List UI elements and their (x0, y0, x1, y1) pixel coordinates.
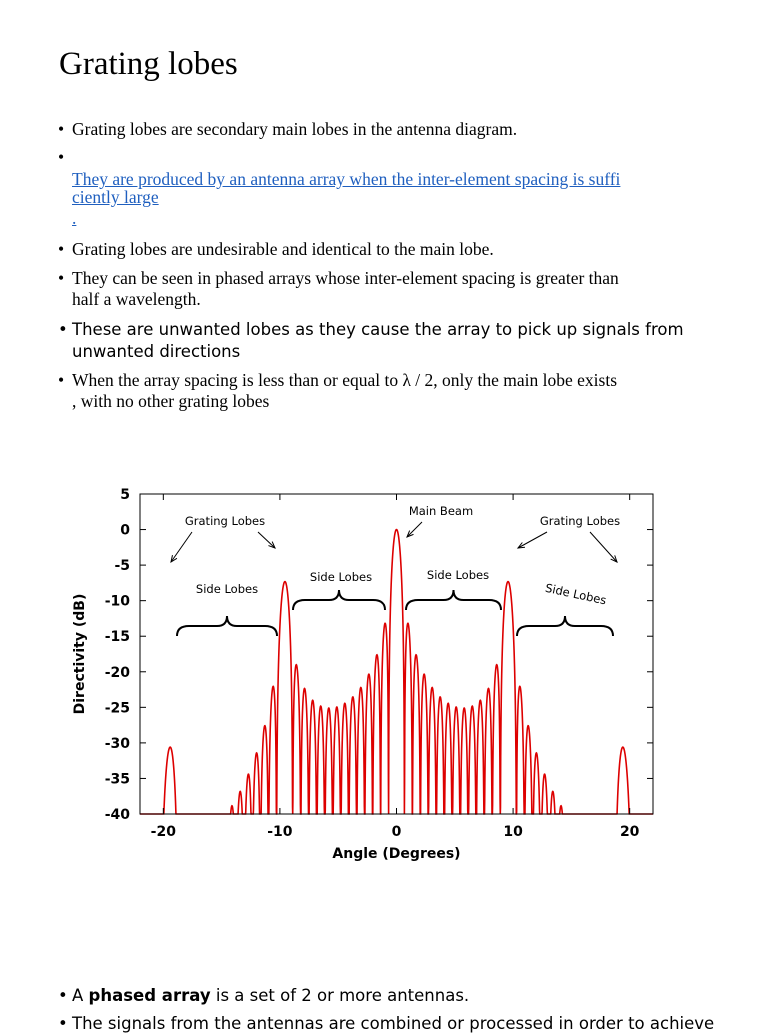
y-tick-label: 5 (120, 487, 130, 503)
bullet-dot: • (58, 1014, 68, 1033)
bullet-text (72, 985, 722, 1006)
bullet-text-part: A (72, 986, 89, 1005)
brace-side-lobes-1 (177, 616, 277, 636)
bullet-line: , with no other grating lobes (72, 391, 270, 411)
y-tick-label: -5 (114, 558, 130, 575)
arrow-grating-left-2 (258, 532, 275, 548)
arrow-main-beam (407, 522, 422, 537)
arrow-grating-right-1 (518, 532, 547, 548)
y-tick-label: -10 (104, 593, 130, 610)
bullet-dot: • (58, 320, 68, 339)
annotation-side-lobes-1: Side Lobes (195, 582, 259, 596)
x-tick-label: 10 (503, 824, 523, 840)
y-tick-label: -40 (104, 807, 130, 823)
annotation-side-lobes-3: Side Lobes (426, 568, 490, 582)
annotation-grating-lobes-left: Grating Lobes (184, 514, 266, 528)
y-tick-label: -25 (104, 700, 130, 717)
x-tick-label: 20 (619, 824, 640, 840)
bullet-text: Grating lobes are secondary main lobes in the antenna diagram. (72, 119, 518, 139)
bullet-text-bold: phased array (88, 986, 211, 1005)
bullet-line: half a wavelength. (72, 289, 201, 309)
plot-frame (140, 494, 653, 814)
bullet-text: The signals from the antennas are combined or processed in order to achieve (72, 1014, 715, 1033)
x-axis-label: Angle (Degrees) (332, 846, 461, 862)
y-tick-label: -35 (104, 771, 130, 788)
x-tick-label: -20 (150, 824, 176, 840)
annotation-grating-lobes-right: Grating Lobes (539, 514, 621, 528)
annotation-side-lobes-2: Side Lobes (309, 570, 373, 584)
y-tick-label: -20 (104, 664, 130, 681)
brace-side-lobes-4 (517, 616, 613, 636)
directivity-curve (140, 530, 653, 814)
y-tick-label: -15 (104, 629, 130, 646)
page-title: Grating lobes (59, 46, 238, 82)
bullet-text (72, 370, 722, 412)
arrow-grating-right-2 (590, 532, 617, 562)
bullet-line: These are unwanted lobes as they cause the array to pick up signals from (72, 320, 684, 339)
brace-side-lobes-2 (293, 590, 385, 610)
bullet-dot: • (58, 239, 65, 259)
bullet-dot: • (58, 147, 65, 167)
bullet-dot: • (58, 370, 65, 390)
directivity-chart (60, 478, 680, 883)
y-axis-label: Directivity (dB) (72, 593, 88, 715)
link-line: . (72, 208, 77, 228)
annotation-side-lobes-4: Side Lobes (543, 580, 608, 608)
link-line: They are produced by an antenna array when the inter-element spacing is suffi (72, 169, 621, 189)
brace-side-lobes-3 (406, 590, 501, 610)
y-tick-label: -30 (104, 735, 130, 752)
bullet-text: Grating lobes are undesirable and identical to the main lobe. (72, 239, 494, 259)
bullet-dot: • (58, 268, 65, 288)
bullet-text (72, 319, 722, 363)
reference-link[interactable] (72, 170, 722, 227)
y-tick-label: 0 (120, 522, 130, 539)
bullet-dot: • (58, 986, 68, 1005)
annotation-main-beam: Main Beam (408, 504, 474, 518)
bullet-text (72, 268, 722, 310)
bullet-dot: • (58, 119, 65, 139)
bullet-line: When the array spacing is less than or equal to λ / 2, only the main lobe exists (72, 370, 618, 390)
link-line: ciently large (72, 187, 159, 207)
x-tick-label: -10 (267, 824, 293, 840)
arrow-grating-left-1 (171, 532, 192, 562)
x-tick-label: 0 (391, 824, 402, 840)
bullet-line: They can be seen in phased arrays whose inter-element spacing is greater than (72, 268, 619, 288)
chart-svg (60, 478, 680, 878)
bullet-line: unwanted directions (72, 342, 241, 361)
bullet-text-part: is a set of 2 or more antennas. (210, 986, 470, 1005)
